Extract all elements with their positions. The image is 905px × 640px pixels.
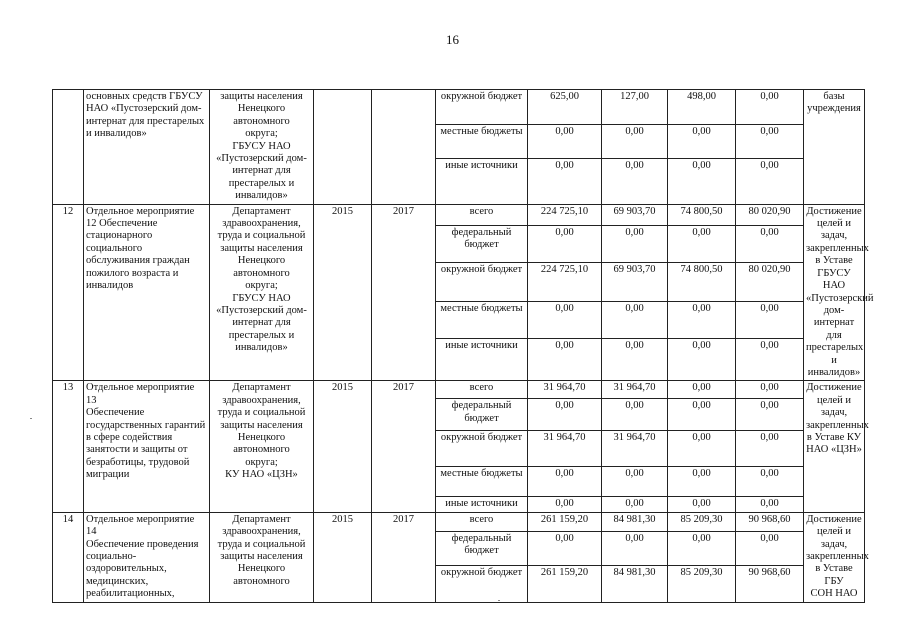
expected-result-cell [804, 204, 874, 381]
amount-cell: 0,00 [528, 158, 602, 204]
executor-cell-text: Департамент здравоохранения, труда и социальной защиты населения Ненецкого автономного [217, 513, 306, 587]
executor-cell [210, 204, 314, 381]
executor-cell-text: защиты населения Ненецкого автономного округа; ГБУСУ НАО «Пустозерский дом- интернат для престарелых и инвалидов» [216, 91, 307, 202]
amount-cell: 261 159,20 [528, 512, 602, 531]
amount-cell: 84 981,30 [602, 512, 668, 531]
amount-cell: 80 020,90 [736, 262, 804, 302]
amount-cell: 0,00 [528, 125, 602, 158]
amount-cell: 498,00 [668, 90, 736, 125]
amount-cell: 127,00 [602, 90, 668, 125]
funding-source-cell: местные бюджеты [436, 467, 528, 497]
start-year-cell-text: 2015 [332, 513, 353, 525]
amount-cell: 0,00 [668, 532, 736, 566]
executor-cell [210, 90, 314, 205]
start-year-cell [314, 90, 372, 205]
amount-cell: 0,00 [602, 497, 668, 512]
amount-cell: 0,00 [736, 497, 804, 512]
amount-cell: 0,00 [602, 302, 668, 339]
expected-result-cell [804, 90, 865, 205]
amount-cell: 224 725,10 [528, 204, 602, 225]
measure-name-cell-text: основных средств ГБУСУ НАО «Пустозерский дом- интернат для престарелых и инвалидов» [86, 91, 205, 140]
amount-cell: 0,00 [668, 399, 736, 431]
executor-cell-text: Департамент здравоохранения, труда и социальной защиты населения Ненецкого автономного округа; КУ НАО «ЦЗН» [217, 382, 306, 481]
amount-cell: 0,00 [668, 431, 736, 467]
amount-cell: 0,00 [668, 467, 736, 497]
end-year-cell-text: 2017 [393, 382, 414, 394]
scan-speck [30, 418, 32, 419]
amount-cell: 0,00 [736, 158, 804, 204]
amount-cell: 31 964,70 [602, 381, 668, 399]
amount-cell: 74 800,50 [668, 262, 736, 302]
amount-cell: 0,00 [602, 339, 668, 381]
measure-number-cell [53, 90, 84, 205]
funding-source-cell: всего [436, 512, 528, 531]
amount-cell: 84 981,30 [602, 566, 668, 602]
table-row [53, 512, 865, 531]
amount-cell: 0,00 [602, 467, 668, 497]
amount-cell: 0,00 [668, 125, 736, 158]
amount-cell: 625,00 [528, 90, 602, 125]
program-budget-table [52, 89, 874, 603]
end-year-cell-text: 2017 [393, 205, 414, 217]
funding-source-cell: окружной бюджет [436, 566, 528, 602]
expected-result-cell-text: базы учреждения [807, 91, 861, 115]
end-year-cell [372, 204, 436, 381]
funding-source-cell: местные бюджеты [436, 125, 528, 158]
amount-cell: 0,00 [528, 467, 602, 497]
start-year-cell [314, 512, 372, 602]
amount-cell: 0,00 [602, 125, 668, 158]
page-number: 16 [446, 32, 459, 47]
amount-cell: 31 964,70 [528, 381, 602, 399]
amount-cell: 0,00 [528, 225, 602, 262]
end-year-cell-text: 2017 [393, 513, 414, 525]
table-row [53, 90, 865, 125]
amount-cell: 0,00 [736, 90, 804, 125]
amount-cell: 0,00 [528, 497, 602, 512]
measure-name-cell-text: Отдельное мероприятие 12 Обеспечение стационарного социального обслуживания граждан пожилого возраста и инвалидов [86, 205, 195, 292]
amount-cell: 0,00 [668, 381, 736, 399]
amount-cell: 80 020,90 [736, 204, 804, 225]
funding-source-cell: федеральный бюджет [436, 225, 528, 262]
amount-cell: 0,00 [736, 399, 804, 431]
amount-cell: 224 725,10 [528, 262, 602, 302]
amount-cell: 261 159,20 [528, 566, 602, 602]
amount-cell: 0,00 [736, 339, 804, 381]
end-year-cell [372, 381, 436, 512]
amount-cell: 0,00 [736, 431, 804, 467]
amount-cell: 0,00 [668, 225, 736, 262]
expected-result-cell [804, 512, 869, 602]
measure-number-cell-text: 14 [62, 513, 74, 525]
start-year-cell [314, 381, 372, 512]
table-row [53, 381, 865, 399]
funding-source-cell: иные источники [436, 339, 528, 381]
measure-name-cell [84, 381, 210, 512]
funding-source-cell: иные источники [436, 158, 528, 204]
start-year-cell-text: 2015 [332, 382, 353, 394]
amount-cell: 0,00 [528, 339, 602, 381]
funding-source-cell: окружной бюджет [436, 90, 528, 125]
table-body [53, 90, 874, 603]
amount-cell: 0,00 [668, 497, 736, 512]
expected-result-cell-text: Достижение целей и задач, закрепленных в Уставе КУ НАО «ЦЗН» [806, 382, 869, 456]
measure-number-cell [53, 204, 84, 381]
amount-cell: 0,00 [736, 467, 804, 497]
expected-result-cell [804, 381, 869, 512]
amount-cell: 0,00 [736, 302, 804, 339]
amount-cell: 31 964,70 [602, 431, 668, 467]
amount-cell: 74 800,50 [668, 204, 736, 225]
scan-speck [498, 600, 500, 601]
executor-cell [210, 381, 314, 512]
funding-source-cell: иные источники [436, 497, 528, 512]
amount-cell: 0,00 [736, 381, 804, 399]
amount-cell: 85 209,30 [668, 512, 736, 531]
measure-name-cell [84, 512, 210, 602]
amount-cell: 90 968,60 [736, 566, 804, 602]
measure-name-cell [84, 204, 210, 381]
funding-source-cell: окружной бюджет [436, 431, 528, 467]
end-year-cell [372, 512, 436, 602]
amount-cell: 69 903,70 [602, 262, 668, 302]
amount-cell: 0,00 [668, 339, 736, 381]
measure-number-cell-text: 13 [62, 382, 74, 394]
funding-source-cell: всего [436, 381, 528, 399]
funding-source-cell: федеральный бюджет [436, 532, 528, 566]
funding-source-cell: федеральный бюджет [436, 399, 528, 431]
amount-cell: 69 903,70 [602, 204, 668, 225]
executor-cell [210, 512, 314, 602]
amount-cell: 31 964,70 [528, 431, 602, 467]
table-row [53, 204, 865, 225]
measure-number-cell-text: 12 [62, 205, 74, 217]
amount-cell: 0,00 [528, 399, 602, 431]
amount-cell: 0,00 [668, 158, 736, 204]
amount-cell: 0,00 [602, 399, 668, 431]
funding-source-cell: местные бюджеты [436, 302, 528, 339]
amount-cell: 0,00 [736, 532, 804, 566]
expected-result-cell-text: Достижение целей и задач, закрепленных в Уставе ГБУСУ НАО «Пустозерский дом-интернат для престарелых и инвалидов» [806, 205, 874, 378]
funding-source-cell: окружной бюджет [436, 262, 528, 302]
amount-cell: 0,00 [602, 158, 668, 204]
amount-cell: 0,00 [668, 302, 736, 339]
amount-cell: 90 968,60 [736, 512, 804, 531]
amount-cell: 0,00 [602, 225, 668, 262]
amount-cell: 0,00 [736, 125, 804, 158]
start-year-cell [314, 204, 372, 381]
amount-cell: 0,00 [528, 302, 602, 339]
measure-number-cell [53, 381, 84, 512]
measure-name-cell [84, 90, 210, 205]
expected-result-cell-text: Достижение целей и задач, закрепленных в Уставе ГБУ СОН НАО [806, 513, 869, 600]
measure-name-cell-text: Отдельное мероприятие 13 Обеспечение государственных гарантий в сфере содействия занятости и защиты от безработицы, трудовой миграции [86, 382, 206, 481]
amount-cell: 0,00 [736, 225, 804, 262]
amount-cell: 85 209,30 [668, 566, 736, 602]
end-year-cell [372, 90, 436, 205]
amount-cell: 0,00 [528, 532, 602, 566]
start-year-cell-text: 2015 [332, 205, 353, 217]
funding-source-cell: всего [436, 204, 528, 225]
measure-number-cell [53, 512, 84, 602]
amount-cell: 0,00 [602, 532, 668, 566]
measure-name-cell-text: Отдельное мероприятие 14 Обеспечение проведения социально- оздоровительных, медицинских, реабилитационных, [86, 513, 199, 600]
executor-cell-text: Департамент здравоохранения, труда и социальной защиты населения Ненецкого автономного округа; ГБУСУ НАО «Пустозерский дом- интернат для престарелых и инвалидов» [216, 205, 307, 354]
